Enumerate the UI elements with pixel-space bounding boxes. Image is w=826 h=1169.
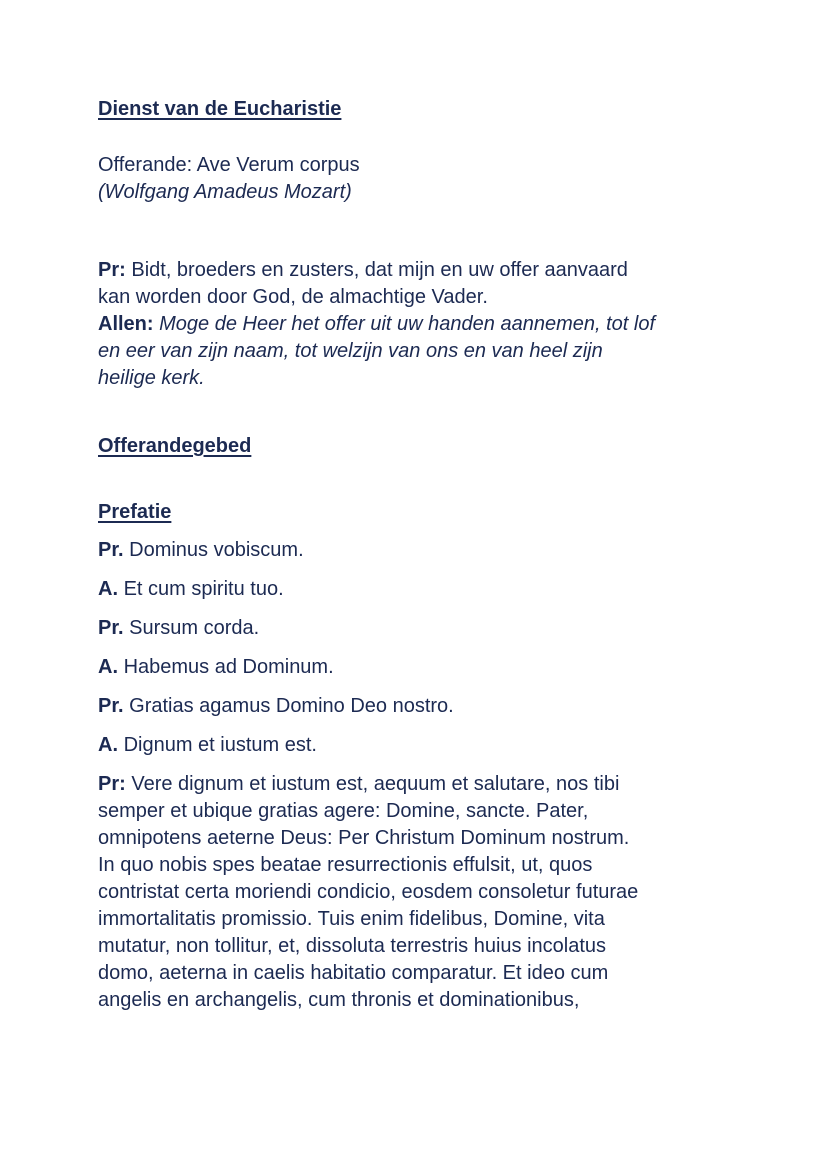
preface-line-5: contristat certa moriendi condicio, eosdem consoletur futurae — [98, 881, 639, 903]
speaker-label: Pr: — [98, 773, 126, 795]
dialogue-line: A. Dignum et iustum est. — [98, 734, 317, 756]
dialogue-line: Pr. Gratias agamus Domino Deo nostro. — [98, 695, 454, 717]
composer-credit: (Wolfgang Amadeus Mozart) — [98, 181, 352, 203]
preface-text — [98, 771, 638, 1014]
preface-line-7: mutatur, non tollitur, et, dissoluta terrestris huius incolatus — [98, 935, 607, 957]
dialogue-line: A. Et cum spiritu tuo. — [98, 578, 284, 600]
preface-line-6: immortalitatis promissio. Tuis enim fidelibus, Domine, vita — [98, 908, 605, 930]
speaker-label: Allen: — [98, 313, 154, 335]
speaker-label: A. — [98, 656, 118, 678]
speaker-label: A. — [98, 578, 118, 600]
dialogue-line: Pr. Sursum corda. — [98, 617, 260, 639]
invitation-block — [98, 257, 655, 392]
speaker-label: Pr. — [98, 539, 124, 561]
speaker-label: A. — [98, 734, 118, 756]
preface-dialogue — [98, 537, 454, 771]
speaker-label: Pr: — [98, 259, 126, 281]
priest-invitation-line-1: Pr: Bidt, broeders en zusters, dat mijn en uw offer aanvaard — [98, 259, 628, 281]
people-response-line-1: Allen: Moge de Heer het offer uit uw handen aannemen, tot lof — [98, 313, 656, 335]
preface-line-9: angelis en archangelis, cum thronis et dominationibus, — [98, 989, 580, 1011]
speaker-label: Pr. — [98, 695, 124, 717]
dialogue-line: A. Habemus ad Dominum. — [98, 656, 334, 678]
preface-line-1: Pr: Vere dignum et iustum est, aequum et salutare, nos tibi — [98, 773, 620, 795]
offertory-label: Offerande: Ave Verum corpus — [98, 154, 360, 176]
prefatie-heading: Prefatie — [98, 501, 172, 523]
preface-line-3: omnipotens aeterne Deus: Per Christum Dominum nostrum. — [98, 827, 630, 849]
preface-line-4: In quo nobis spes beatae resurrectionis effulsit, ut, quos — [98, 854, 593, 876]
preface-line-2: semper et ubique gratias agere: Domine, sancte. Pater, — [98, 800, 589, 822]
dialogue-line: Pr. Dominus vobiscum. — [98, 539, 304, 561]
eucharist-heading: Dienst van de Eucharistie — [98, 98, 342, 120]
priest-invitation-line-2: kan worden door God, de almachtige Vader. — [98, 286, 488, 308]
preface-line-8: domo, aeterna in caelis habitatio comparatur. Et ideo cum — [98, 962, 609, 984]
speaker-label: Pr. — [98, 617, 124, 639]
people-response-line-2: en eer van zijn naam, tot welzijn van ons en van heel zijn — [98, 340, 603, 362]
people-response-line-3: heilige kerk. — [98, 367, 205, 389]
offerandegebed-heading: Offerandegebed — [98, 435, 252, 457]
